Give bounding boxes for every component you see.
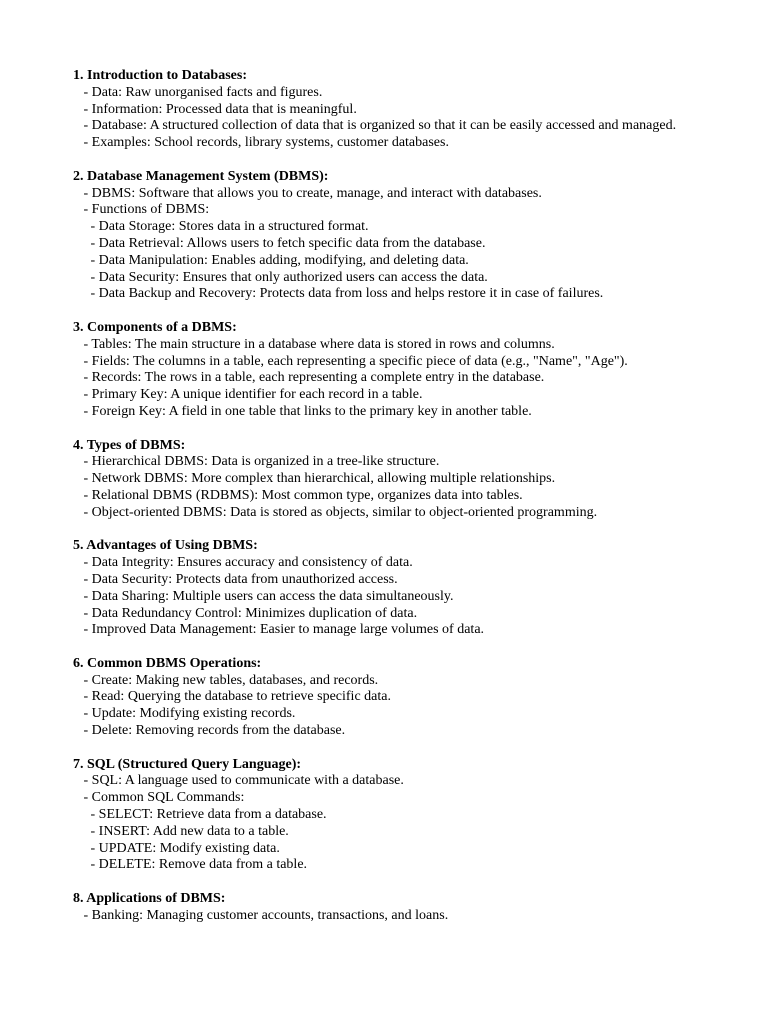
bullet-line: - Data Retrieval: Allows users to fetch specific data from the database. bbox=[73, 235, 486, 251]
bullet-line: - Foreign Key: A field in one table that links to the primary key in another table. bbox=[73, 403, 532, 419]
bullet-line: - Data Storage: Stores data in a structured format. bbox=[73, 219, 369, 235]
section-3 bbox=[73, 320, 693, 421]
bullet-line: - Read: Querying the database to retrieve specific data. bbox=[73, 689, 391, 705]
bullet-line: - Hierarchical DBMS: Data is organized in a tree-like structure. bbox=[73, 454, 440, 470]
section-1 bbox=[73, 68, 693, 152]
section-8 bbox=[73, 891, 693, 925]
section-7 bbox=[73, 757, 693, 875]
section-heading: 8. Applications of DBMS: bbox=[73, 891, 226, 907]
bullet-line: - Data Integrity: Ensures accuracy and consistency of data. bbox=[73, 555, 413, 571]
bullet-line: - Primary Key: A unique identifier for each record in a table. bbox=[73, 387, 423, 403]
bullet-line: - Data Security: Protects data from unauthorized access. bbox=[73, 571, 398, 587]
bullet-line: - Delete: Removing records from the database. bbox=[73, 723, 346, 739]
bullet-line: - Fields: The columns in a table, each representing a specific piece of data (e.g., "Name", "Age"). bbox=[73, 353, 628, 369]
bullet-line: - Update: Modifying existing records. bbox=[73, 706, 296, 722]
document-body bbox=[73, 68, 693, 941]
section-4 bbox=[73, 438, 693, 522]
bullet-line: - Object-oriented DBMS: Data is stored as objects, similar to object-oriented programming. bbox=[73, 504, 598, 520]
bullet-line: - Common SQL Commands: bbox=[73, 790, 245, 806]
bullet-line: - INSERT: Add new data to a table. bbox=[73, 823, 289, 839]
section-2 bbox=[73, 169, 693, 303]
bullet-line: - Relational DBMS (RDBMS): Most common type, organizes data into tables. bbox=[73, 487, 523, 503]
bullet-line: - SQL: A language used to communicate with a database. bbox=[73, 773, 404, 789]
bullet-line: - Network DBMS: More complex than hierarchical, allowing multiple relationships. bbox=[73, 471, 556, 487]
section-5 bbox=[73, 538, 693, 639]
bullet-line: - SELECT: Retrieve data from a database. bbox=[73, 807, 327, 823]
section-6 bbox=[73, 656, 693, 740]
bullet-line: - Data Security: Ensures that only authorized users can access the data. bbox=[73, 269, 488, 285]
bullet-line: - Banking: Managing customer accounts, transactions, and loans. bbox=[73, 907, 449, 923]
bullet-line: - Database: A structured collection of data that is organized so that it can be easily accessed and managed. bbox=[73, 118, 677, 134]
bullet-line: - Records: The rows in a table, each representing a complete entry in the database. bbox=[73, 370, 545, 386]
bullet-line: - Create: Making new tables, databases, and records. bbox=[73, 672, 379, 688]
section-heading: 2. Database Management System (DBMS): bbox=[73, 168, 329, 184]
section-heading: 7. SQL (Structured Query Language): bbox=[73, 756, 302, 772]
bullet-line: - DBMS: Software that allows you to create, manage, and interact with databases. bbox=[73, 185, 542, 201]
section-heading: 3. Components of a DBMS: bbox=[73, 319, 237, 335]
bullet-line: - Data: Raw unorganised facts and figures. bbox=[73, 84, 323, 100]
bullet-line: - Data Manipulation: Enables adding, modifying, and deleting data. bbox=[73, 252, 469, 268]
section-heading: 1. Introduction to Databases: bbox=[73, 68, 247, 83]
section-heading: 5. Advantages of Using DBMS: bbox=[73, 538, 258, 554]
bullet-line: - Information: Processed data that is meaningful. bbox=[73, 101, 357, 117]
bullet-line: - Data Sharing: Multiple users can access the data simultaneously. bbox=[73, 588, 454, 604]
bullet-line: - Functions of DBMS: bbox=[73, 202, 210, 218]
bullet-line: - Improved Data Management: Easier to manage large volumes of data. bbox=[73, 622, 485, 638]
bullet-line: - Data Backup and Recovery: Protects data from loss and helps restore it in case of failures. bbox=[73, 286, 604, 302]
bullet-line: - UPDATE: Modify existing data. bbox=[73, 840, 280, 856]
section-heading: 6. Common DBMS Operations: bbox=[73, 655, 262, 671]
bullet-line: - Examples: School records, library systems, customer databases. bbox=[73, 135, 449, 151]
bullet-line: - Tables: The main structure in a database where data is stored in rows and columns. bbox=[73, 336, 555, 352]
section-heading: 4. Types of DBMS: bbox=[73, 437, 186, 453]
bullet-line: - Data Redundancy Control: Minimizes duplication of data. bbox=[73, 605, 418, 621]
bullet-line: - DELETE: Remove data from a table. bbox=[73, 857, 308, 873]
